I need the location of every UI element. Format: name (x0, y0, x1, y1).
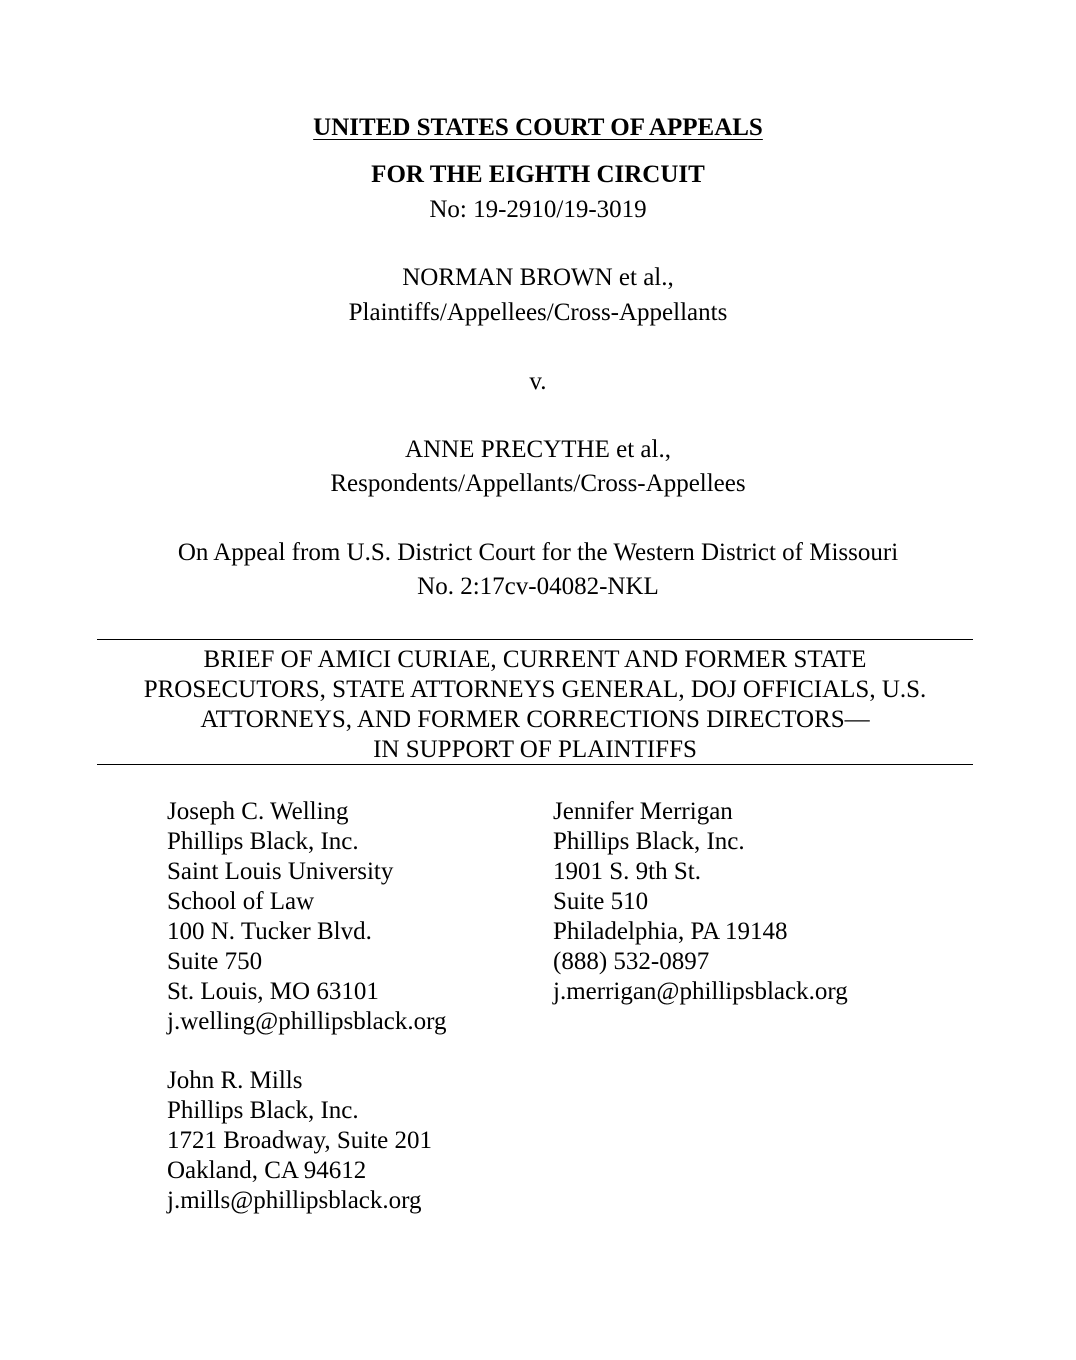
district-case-number: No. 2:17cv-04082-NKL (417, 573, 659, 600)
counsel-name: Joseph C. Welling (167, 798, 349, 825)
counsel-name: Jennifer Merrigan (553, 798, 733, 825)
title-top-rule (97, 639, 973, 640)
counsel-address-line: School of Law (167, 888, 315, 915)
plaintiff-role: Plaintiffs/Appellees/Cross-Appellants (348, 299, 728, 326)
counsel-address-line: 1721 Broadway, Suite 201 (167, 1127, 433, 1154)
circuit-name: FOR THE EIGHTH CIRCUIT (371, 161, 705, 188)
counsel-address-line: Suite 510 (553, 888, 649, 915)
counsel-address-line: 1901 S. 9th St. (553, 858, 701, 885)
counsel-email: j.mills@phillipsblack.org (167, 1187, 422, 1214)
brief-title-line: IN SUPPORT OF PLAINTIFFS (373, 736, 697, 763)
counsel-name: John R. Mills (167, 1067, 303, 1094)
appeal-from: On Appeal from U.S. District Court for the Western District of Missouri (177, 539, 899, 566)
counsel-address-line: 100 N. Tucker Blvd. (167, 918, 372, 945)
brief-title-line: BRIEF OF AMICI CURIAE, CURRENT AND FORMER STATE (203, 646, 867, 673)
counsel-address-line: Oakland, CA 94612 (167, 1157, 367, 1184)
court-name (0, 113, 1076, 143)
plaintiff-name: NORMAN BROWN et al., (402, 264, 674, 291)
brief-title-line: PROSECUTORS, STATE ATTORNEYS GENERAL, DOJ OFFICIALS, U.S. (143, 676, 927, 703)
title-bottom-rule (97, 764, 973, 765)
counsel-firm: Phillips Black, Inc. (167, 828, 359, 855)
counsel-address-line: Suite 750 (167, 948, 263, 975)
counsel-block-merrigan (553, 797, 848, 1007)
counsel-address-line: St. Louis, MO 63101 (167, 978, 379, 1005)
brief-title (97, 645, 973, 765)
counsel-firm: Phillips Black, Inc. (553, 828, 745, 855)
counsel-block-mills (167, 1066, 432, 1216)
counsel-firm: Phillips Black, Inc. (167, 1097, 359, 1124)
court-name-text: UNITED STATES COURT OF APPEALS (313, 114, 763, 141)
defendant-name: ANNE PRECYTHE et al., (405, 436, 671, 463)
defendant-role: Respondents/Appellants/Cross-Appellees (330, 470, 746, 497)
brief-title-line: ATTORNEYS, AND FORMER CORRECTIONS DIRECTORS— (200, 706, 870, 733)
counsel-address-line: Saint Louis University (167, 858, 394, 885)
versus: v. (529, 368, 547, 395)
counsel-phone: (888) 532-0897 (553, 948, 710, 975)
counsel-email: j.merrigan@phillipsblack.org (553, 978, 848, 1005)
docket-number: No: 19-2910/19-3019 (429, 196, 647, 223)
counsel-email: j.welling@phillipsblack.org (167, 1008, 447, 1035)
counsel-address-line: Philadelphia, PA 19148 (553, 918, 788, 945)
counsel-block-welling (167, 797, 446, 1037)
